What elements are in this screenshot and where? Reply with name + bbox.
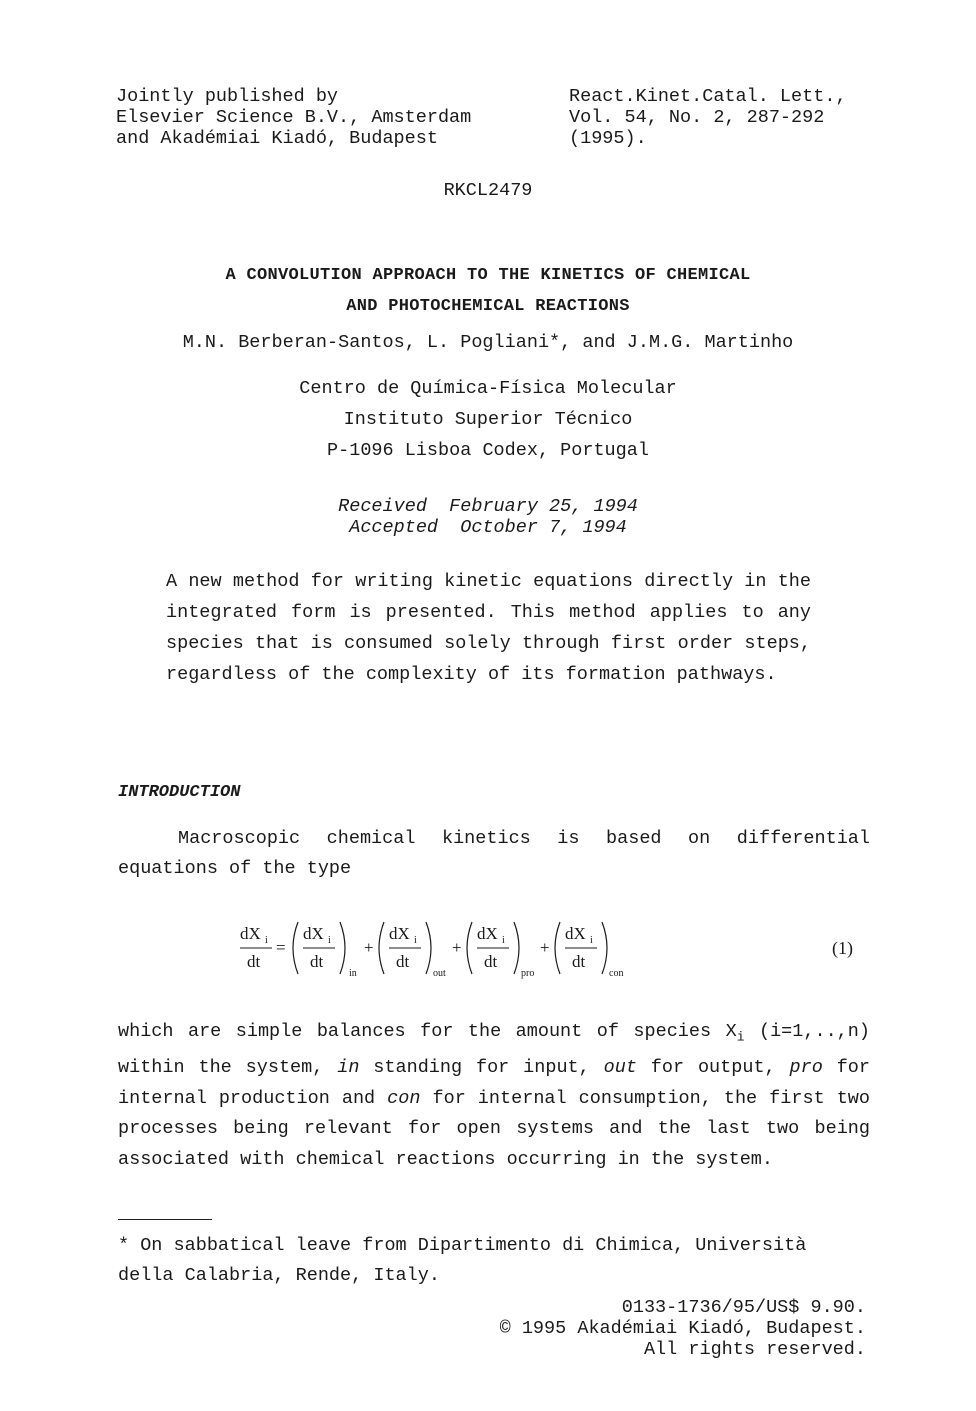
eq-term-den: dt (484, 952, 498, 971)
eq-term-den: dt (572, 952, 586, 971)
publisher-line: and Akadémiai Kiadó, Budapest (116, 128, 438, 149)
intro-text: Macroscopic chemical kinetics is based on differential equations of the type (118, 828, 870, 879)
intro-paragraph (118, 824, 870, 884)
svg-text:+: + (540, 938, 550, 957)
eq-lhs-sub: i (265, 935, 268, 946)
journal-citation (569, 86, 847, 149)
journal-line: Vol. 54, No. 2, 287-292 (569, 107, 825, 128)
eq-term-label: pro (521, 968, 535, 979)
title-line: A CONVOLUTION APPROACH TO THE KINETICS OF CHEMICAL (225, 266, 751, 285)
journal-line: React.Kinet.Catal. Lett., (569, 86, 847, 107)
eq-term-sub: i (502, 935, 505, 946)
eq-term-num: dX (303, 924, 324, 943)
section-heading: INTRODUCTION (118, 783, 241, 802)
publisher-line: Jointly published by (116, 86, 339, 107)
affiliation-line: P-1096 Lisboa Codex, Portugal (327, 440, 649, 461)
authors: M.N. Berberan-Santos, L. Pogliani*, and J.M.G. Martinho (182, 332, 794, 353)
rights-line: © 1995 Akadémiai Kiadó, Budapest. (499, 1318, 866, 1339)
text-run: con (387, 1087, 421, 1109)
text-run: standing for input, (359, 1057, 604, 1079)
text-run: in (337, 1057, 360, 1079)
affiliation-line: Instituto Superior Técnico (343, 409, 633, 430)
affiliation (0, 373, 976, 466)
eq-term-sub: i (414, 935, 417, 946)
article-code: RKCL2479 (443, 180, 533, 201)
abstract: A new method for writing kinetic equations directly in the integrated form is presented. This method applies to any species that is consumed solely through first order steps, regardless of the complexity of its formation pathways. (166, 571, 811, 685)
journal-line: (1995). (569, 128, 647, 149)
text-run: for internal production and (118, 1057, 871, 1109)
svg-text:+: + (364, 938, 374, 957)
equation-1 (236, 912, 876, 982)
accepted-date: Accepted October 7, 1994 (349, 517, 627, 538)
eq-term-num: dX (477, 924, 498, 943)
title-line: AND PHOTOCHEMICAL REACTIONS (346, 297, 630, 316)
eq-lhs-den: dt (247, 952, 261, 971)
rights-line: 0133-1736/95/US$ 9.90. (621, 1297, 866, 1318)
equation-number: (1) (832, 938, 853, 958)
text-run: for output, (636, 1057, 790, 1079)
eq-term-label: out (433, 968, 446, 979)
body-paragraph (118, 1017, 870, 1175)
eq-term-num: dX (565, 924, 586, 943)
eq-lhs-num: dX (240, 924, 261, 943)
text-run: for internal consumption, the first two processes being relevant for open systems and the last two being associated with chemical reactions occurring in the system. (118, 1087, 870, 1170)
eq-term-sub: i (328, 935, 331, 946)
copyright-block (500, 1297, 866, 1360)
text-run: i (736, 1029, 745, 1045)
publisher-line: Elsevier Science B.V., Amsterdam (116, 107, 472, 128)
footnote-rule (118, 1219, 212, 1220)
eq-term-den: dt (310, 952, 324, 971)
eq-term-den: dt (396, 952, 410, 971)
eq-term-label: con (609, 968, 624, 979)
equation-graphic (236, 912, 656, 982)
affiliation-line: Centro de Química-Física Molecular (299, 378, 677, 399)
publisher-info (116, 86, 471, 149)
article-title (0, 260, 976, 322)
text-run: (i=1,..,n) within the system, (118, 1021, 870, 1079)
rights-line: All rights reserved. (643, 1339, 866, 1360)
text-run: which are simple balances for the amount of species X (118, 1021, 737, 1042)
text-run: pro (789, 1057, 823, 1079)
eq-term-num: dX (389, 924, 410, 943)
text-run: out (603, 1057, 637, 1079)
svg-text:+: + (452, 938, 462, 957)
footnote: * On sabbatical leave from Dipartimento di Chimica, Università della Calabria, Rende, Italy. (118, 1235, 807, 1286)
svg-text:=: = (276, 938, 286, 957)
eq-term-sub: i (590, 935, 593, 946)
eq-term-label: in (349, 968, 357, 979)
received-date: Received February 25, 1994 (338, 496, 638, 517)
dates (0, 496, 976, 538)
